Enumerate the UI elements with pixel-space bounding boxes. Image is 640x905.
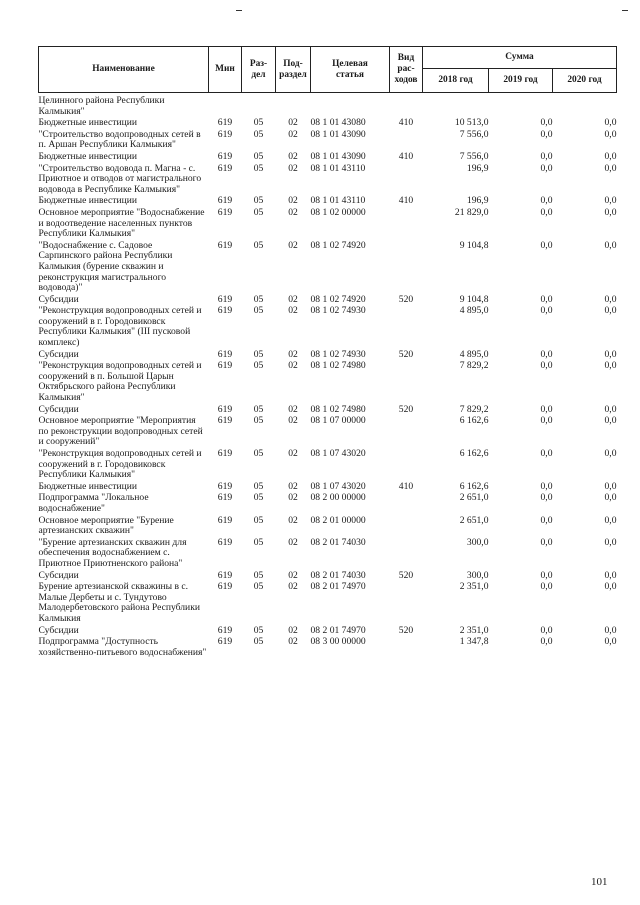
row-name: Бурение артезианской скважины в с. Малые Дербеты и с. Тундутово Малодербетовского района Республики Калмыкия: [38, 581, 200, 624]
table-row: [39, 581, 617, 624]
row-name: "Реконструкция водопроводных сетей и сооружений в п. Большой Царын Октябрьского района Республики Калмыкия": [38, 360, 202, 404]
row-sum-2018: 300,0: [466, 536, 489, 548]
row-sum-2020: 0,0: [604, 492, 617, 504]
table-row: [39, 537, 617, 570]
row-podrazdel: 02: [288, 569, 298, 581]
row-podrazdel: 02: [288, 195, 298, 207]
row-name: Основное мероприятие "Водоснабжение и водоотведение населенных пунктов Республики Калмыкия": [38, 206, 205, 240]
row-celevaya-statya: 08 1 01 43110: [310, 195, 366, 207]
row-sum-2019: 0,0: [540, 514, 553, 526]
row-razdel: 05: [253, 492, 264, 504]
header-vid-rashodov: Вид рас- ходов: [390, 47, 423, 93]
row-podrazdel: 02: [288, 360, 298, 372]
row-sum-2019: 0,0: [540, 480, 553, 492]
row-sum-2020: 0,0: [604, 162, 617, 174]
row-min: 619: [217, 239, 233, 251]
row-sum-2020: [553, 93, 617, 118]
row-podrazdel: 02: [288, 239, 298, 251]
table-row: [39, 636, 617, 658]
row-podrazdel: 02: [288, 162, 298, 174]
row-sum-2019: 0,0: [540, 128, 553, 140]
row-sum-2019: 0,0: [540, 624, 553, 636]
row-vid-rashodov: [390, 581, 423, 624]
row-razdel: 05: [253, 117, 264, 129]
row-razdel: 05: [253, 293, 264, 305]
row-celevaya-statya: 08 1 01 43090: [310, 150, 366, 162]
table-header: [39, 47, 617, 93]
row-name: "Реконструкция водопроводных сетей и сооружений в г. Городовиковск Республики Калмыкия" (III пусковой комплекс): [38, 305, 202, 349]
row-sum-2018: 4 895,0: [459, 305, 489, 317]
row-sum-2020: 0,0: [604, 480, 617, 492]
row-sum-2020: 0,0: [604, 128, 617, 140]
row-sum-2020: 0,0: [604, 117, 617, 129]
row-podrazdel: 02: [288, 636, 298, 648]
row-sum-2018: 2 351,0: [459, 581, 489, 593]
row-name: "Бурение артезианских скважин для обеспечения водоснабжением с. Приютное Приютненского района": [38, 536, 187, 569]
table-row: [39, 117, 617, 129]
row-celevaya-statya: 08 1 02 74930: [310, 305, 366, 317]
table-row: [39, 481, 617, 493]
row-sum-2018: 7 556,0: [459, 150, 489, 162]
row-min: [209, 93, 242, 118]
row-podrazdel: 02: [288, 348, 298, 360]
row-celevaya-statya: 08 2 01 74970: [310, 581, 366, 593]
row-name: Основное мероприятие "Бурение артезианских скважин": [38, 514, 174, 537]
row-razdel: 05: [253, 536, 264, 548]
row-sum-2018: 2 351,0: [459, 624, 489, 636]
row-sum-2020: 0,0: [604, 195, 617, 207]
row-razdel: 05: [253, 581, 264, 593]
table-row: [39, 207, 617, 240]
row-name: Основное мероприятие "Мероприятия по реконструкции водопроводных сетей и сооружений": [38, 415, 203, 448]
row-sum-2020: 0,0: [604, 403, 617, 415]
row-razdel: 05: [253, 162, 264, 174]
row-name: Подпрограмма "Доступность хозяйственно-питьевого водоснабжения": [38, 636, 207, 658]
table-row: [39, 570, 617, 582]
row-sum-2020: 0,0: [604, 293, 617, 305]
scan-mark: [622, 10, 628, 11]
row-sum-2018: 6 162,6: [459, 415, 489, 427]
row-sum-2019: 0,0: [540, 293, 553, 305]
row-podrazdel: 02: [288, 415, 298, 427]
row-vid-rashodov: 520: [398, 569, 414, 581]
row-vid-rashodov: 520: [398, 348, 414, 360]
row-razdel: 05: [253, 128, 264, 140]
row-podrazdel: 02: [288, 536, 298, 548]
row-sum-2019: 0,0: [540, 348, 553, 360]
row-podrazdel: 02: [288, 117, 298, 129]
row-name: Субсидии: [38, 624, 79, 636]
row-sum-2018: 2 651,0: [459, 492, 489, 504]
row-name: Бюджетные инвестиции: [38, 117, 137, 129]
row-razdel: 05: [253, 150, 264, 162]
header-year-2019: 2019 год: [489, 68, 553, 92]
header-razdel: Раз- дел: [242, 47, 276, 93]
row-razdel: 05: [253, 403, 264, 415]
row-vid-rashodov: [390, 207, 423, 240]
row-celevaya-statya: [311, 93, 390, 118]
row-sum-2018: 10 513,0: [454, 117, 489, 129]
row-vid-rashodov: [390, 163, 423, 196]
row-sum-2018: 300,0: [466, 569, 489, 581]
row-vid-rashodov: [390, 537, 423, 570]
row-min: 619: [217, 448, 233, 459]
row-razdel: 05: [253, 636, 264, 648]
row-vid-rashodov: [390, 360, 423, 403]
row-celevaya-statya: 08 2 01 00000: [310, 514, 366, 526]
row-sum-2019: 0,0: [540, 448, 553, 459]
row-celevaya-statya: 08 1 02 74980: [310, 360, 366, 372]
row-celevaya-statya: 08 1 07 00000: [310, 415, 366, 427]
row-razdel: 05: [253, 348, 264, 360]
row-vid-rashodov: [390, 492, 423, 514]
row-name: Бюджетные инвестиции: [38, 480, 137, 492]
row-celevaya-statya: 08 1 07 43020: [310, 448, 366, 459]
row-sum-2020: 0,0: [604, 305, 617, 317]
row-celevaya-statya: 08 2 01 74030: [310, 536, 366, 548]
row-min: 619: [217, 195, 233, 207]
row-sum-2020: 0,0: [604, 581, 617, 593]
row-name: "Водоснабжение с. Садовое Сарпинского района Республики Калмыкия (бурение скважин и реконструкция магистрального водовода)": [38, 239, 173, 294]
table-row: [39, 195, 617, 207]
row-min: 619: [217, 415, 233, 427]
row-vid-rashodov: 520: [398, 293, 414, 305]
row-sum-2020: 0,0: [604, 536, 617, 548]
row-razdel: 05: [253, 514, 264, 526]
row-sum-2018: 1 347,8: [459, 636, 489, 648]
row-vid-rashodov: [390, 515, 423, 537]
row-sum-2018: 7 829,2: [459, 360, 489, 372]
row-sum-2019: 0,0: [540, 206, 553, 218]
table-row: [39, 163, 617, 196]
row-celevaya-statya: 08 2 01 74970: [310, 624, 366, 636]
row-sum-2019: 0,0: [540, 536, 553, 548]
row-sum-2019: 0,0: [540, 403, 553, 415]
row-min: 619: [217, 360, 233, 372]
header-year-2020: 2020 год: [553, 68, 617, 92]
row-min: 619: [217, 492, 233, 504]
table-row: [39, 360, 617, 403]
row-podrazdel: 02: [288, 403, 298, 415]
row-min: 619: [217, 348, 233, 360]
row-min: 619: [217, 536, 233, 548]
row-celevaya-statya: 08 1 07 43020: [310, 480, 366, 492]
row-celevaya-statya: 08 2 00 00000: [310, 492, 366, 504]
row-vid-rashodov: [390, 305, 423, 348]
table-row: [39, 404, 617, 416]
page-number: 101: [591, 876, 608, 888]
row-min: 619: [217, 514, 233, 526]
table-row: [39, 515, 617, 537]
row-sum-2019: 0,0: [540, 581, 553, 593]
row-sum-2019: [489, 93, 553, 118]
row-celevaya-statya: 08 3 00 00000: [310, 636, 366, 648]
table-row: [39, 129, 617, 151]
row-sum-2018: 9 104,8: [459, 293, 489, 305]
row-podrazdel: 02: [288, 514, 298, 526]
row-podrazdel: 02: [288, 293, 298, 305]
row-name: Подпрограмма "Локальное водоснабжение": [38, 492, 149, 514]
row-sum-2020: 0,0: [604, 415, 617, 427]
row-celevaya-statya: 08 2 01 74030: [310, 569, 366, 581]
row-podrazdel: 02: [288, 206, 298, 218]
row-podrazdel: 02: [288, 581, 298, 593]
row-name: Субсидии: [38, 293, 79, 305]
row-sum-2019: 0,0: [540, 636, 553, 648]
row-min: 619: [217, 206, 233, 218]
row-sum-2019: 0,0: [540, 117, 553, 129]
row-celevaya-statya: 08 1 02 74980: [310, 403, 366, 415]
row-sum-2018: [423, 93, 489, 118]
row-vid-rashodov: [390, 636, 423, 658]
row-razdel: 05: [253, 415, 264, 427]
row-min: 619: [217, 117, 233, 129]
header-min: Мин: [209, 47, 242, 93]
table-row: [39, 415, 617, 448]
row-podrazdel: 02: [288, 448, 298, 459]
row-name: "Строительство водовода п. Магна - с. Приютное и отводов от магистрального водовода в Республике Калмыкия": [38, 162, 202, 195]
row-sum-2018: 21 829,0: [454, 206, 489, 218]
row-razdel: 05: [253, 448, 264, 459]
table-row: [39, 448, 617, 481]
row-sum-2018: 2 651,0: [459, 514, 489, 526]
row-podrazdel: [276, 93, 311, 118]
row-sum-2020: 0,0: [604, 448, 617, 459]
table-body: [39, 93, 617, 659]
row-vid-rashodov: [390, 448, 423, 481]
row-vid-rashodov: 410: [398, 150, 414, 162]
table-row: [39, 240, 617, 294]
row-min: 619: [217, 569, 233, 581]
row-vid-rashodov: 520: [398, 624, 414, 636]
row-min: 619: [217, 293, 233, 305]
row-celevaya-statya: 08 1 01 43090: [310, 128, 366, 140]
table-row: [39, 349, 617, 361]
row-sum-2018: 7 829,2: [459, 403, 489, 415]
row-podrazdel: 02: [288, 305, 298, 317]
row-vid-rashodov: [390, 240, 423, 294]
row-vid-rashodov: 410: [398, 195, 414, 207]
row-min: 619: [217, 305, 233, 317]
row-sum-2020: 0,0: [604, 360, 617, 372]
row-min: 619: [217, 128, 233, 140]
row-vid-rashodov: 410: [398, 117, 414, 129]
header-name: Наименование: [39, 47, 209, 93]
row-sum-2018: 6 162,6: [459, 480, 489, 492]
row-razdel: 05: [253, 624, 264, 636]
header-year-2018: 2018 год: [423, 68, 489, 92]
table-row: [39, 294, 617, 306]
row-razdel: 05: [253, 305, 264, 317]
row-sum-2020: 0,0: [604, 636, 617, 648]
row-celevaya-statya: 08 1 01 43080: [310, 117, 366, 129]
row-celevaya-statya: 08 1 02 74930: [310, 348, 366, 360]
row-min: 619: [217, 150, 233, 162]
row-min: 619: [217, 403, 233, 415]
row-sum-2018: 196,9: [466, 162, 489, 174]
row-razdel: 05: [253, 480, 264, 492]
row-name: Бюджетные инвестиции: [38, 150, 137, 162]
table-row: [39, 625, 617, 637]
row-razdel: 05: [253, 239, 264, 251]
row-vid-rashodov: [390, 129, 423, 151]
row-sum-2020: 0,0: [604, 150, 617, 162]
row-vid-rashodov: 520: [398, 403, 414, 415]
row-name: "Реконструкция водопроводных сетей и сооружений в г. Городовиковск Республики Калмыкия": [38, 448, 202, 481]
row-name: Субсидии: [38, 403, 79, 415]
row-razdel: 05: [253, 569, 264, 581]
row-min: 619: [217, 581, 233, 593]
row-sum-2018: 9 104,8: [459, 239, 489, 251]
row-name: Бюджетные инвестиции: [38, 195, 137, 207]
row-razdel: 05: [253, 360, 264, 372]
row-podrazdel: 02: [288, 150, 298, 162]
row-sum-2019: 0,0: [540, 415, 553, 427]
row-celevaya-statya: 08 1 02 00000: [310, 206, 366, 218]
row-celevaya-statya: 08 1 01 43110: [310, 162, 366, 174]
row-min: 619: [217, 636, 233, 648]
row-sum-2020: 0,0: [604, 239, 617, 251]
row-sum-2019: 0,0: [540, 305, 553, 317]
table-row: [39, 151, 617, 163]
row-sum-2019: 0,0: [540, 195, 553, 207]
row-celevaya-statya: 08 1 02 74920: [310, 239, 366, 251]
header-summa: Сумма: [423, 47, 617, 69]
row-sum-2018: 4 895,0: [459, 348, 489, 360]
row-podrazdel: 02: [288, 128, 298, 140]
row-sum-2018: 6 162,6: [459, 448, 489, 459]
row-sum-2019: 0,0: [540, 569, 553, 581]
row-podrazdel: 02: [288, 480, 298, 492]
table-row: [39, 305, 617, 348]
row-sum-2020: 0,0: [604, 348, 617, 360]
row-sum-2020: 0,0: [604, 206, 617, 218]
row-sum-2018: 7 556,0: [459, 128, 489, 140]
row-sum-2019: 0,0: [540, 492, 553, 504]
row-min: 619: [217, 480, 233, 492]
row-sum-2020: 0,0: [604, 514, 617, 526]
budget-table: [38, 46, 617, 658]
row-vid-rashodov: 410: [398, 480, 414, 492]
row-name: Субсидии: [38, 569, 79, 581]
row-razdel: [242, 93, 276, 118]
row-sum-2019: 0,0: [540, 150, 553, 162]
scan-mark: [236, 10, 242, 11]
row-sum-2018: 196,9: [466, 195, 489, 207]
row-sum-2020: 0,0: [604, 569, 617, 581]
row-razdel: 05: [253, 206, 264, 218]
row-min: 619: [217, 624, 233, 636]
row-podrazdel: 02: [288, 492, 298, 504]
row-razdel: 05: [253, 195, 264, 207]
header-podrazdel: Под- раздел: [276, 47, 311, 93]
table-row: [39, 93, 617, 118]
row-sum-2019: 0,0: [540, 239, 553, 251]
row-vid-rashodov: [390, 93, 423, 118]
row-sum-2020: 0,0: [604, 624, 617, 636]
row-min: 619: [217, 162, 233, 174]
header-celevaya-statya: Целевая статья: [311, 47, 390, 93]
row-name: Целинного района Республики Калмыкия": [38, 95, 165, 117]
row-vid-rashodov: [390, 415, 423, 448]
table-row: [39, 492, 617, 514]
row-name: Субсидии: [38, 348, 79, 360]
row-sum-2019: 0,0: [540, 162, 553, 174]
row-celevaya-statya: 08 1 02 74920: [310, 293, 366, 305]
row-podrazdel: 02: [288, 624, 298, 636]
row-sum-2019: 0,0: [540, 360, 553, 372]
row-name: "Строительство водопроводных сетей в п. Аршан Республики Калмыкия": [38, 128, 201, 151]
